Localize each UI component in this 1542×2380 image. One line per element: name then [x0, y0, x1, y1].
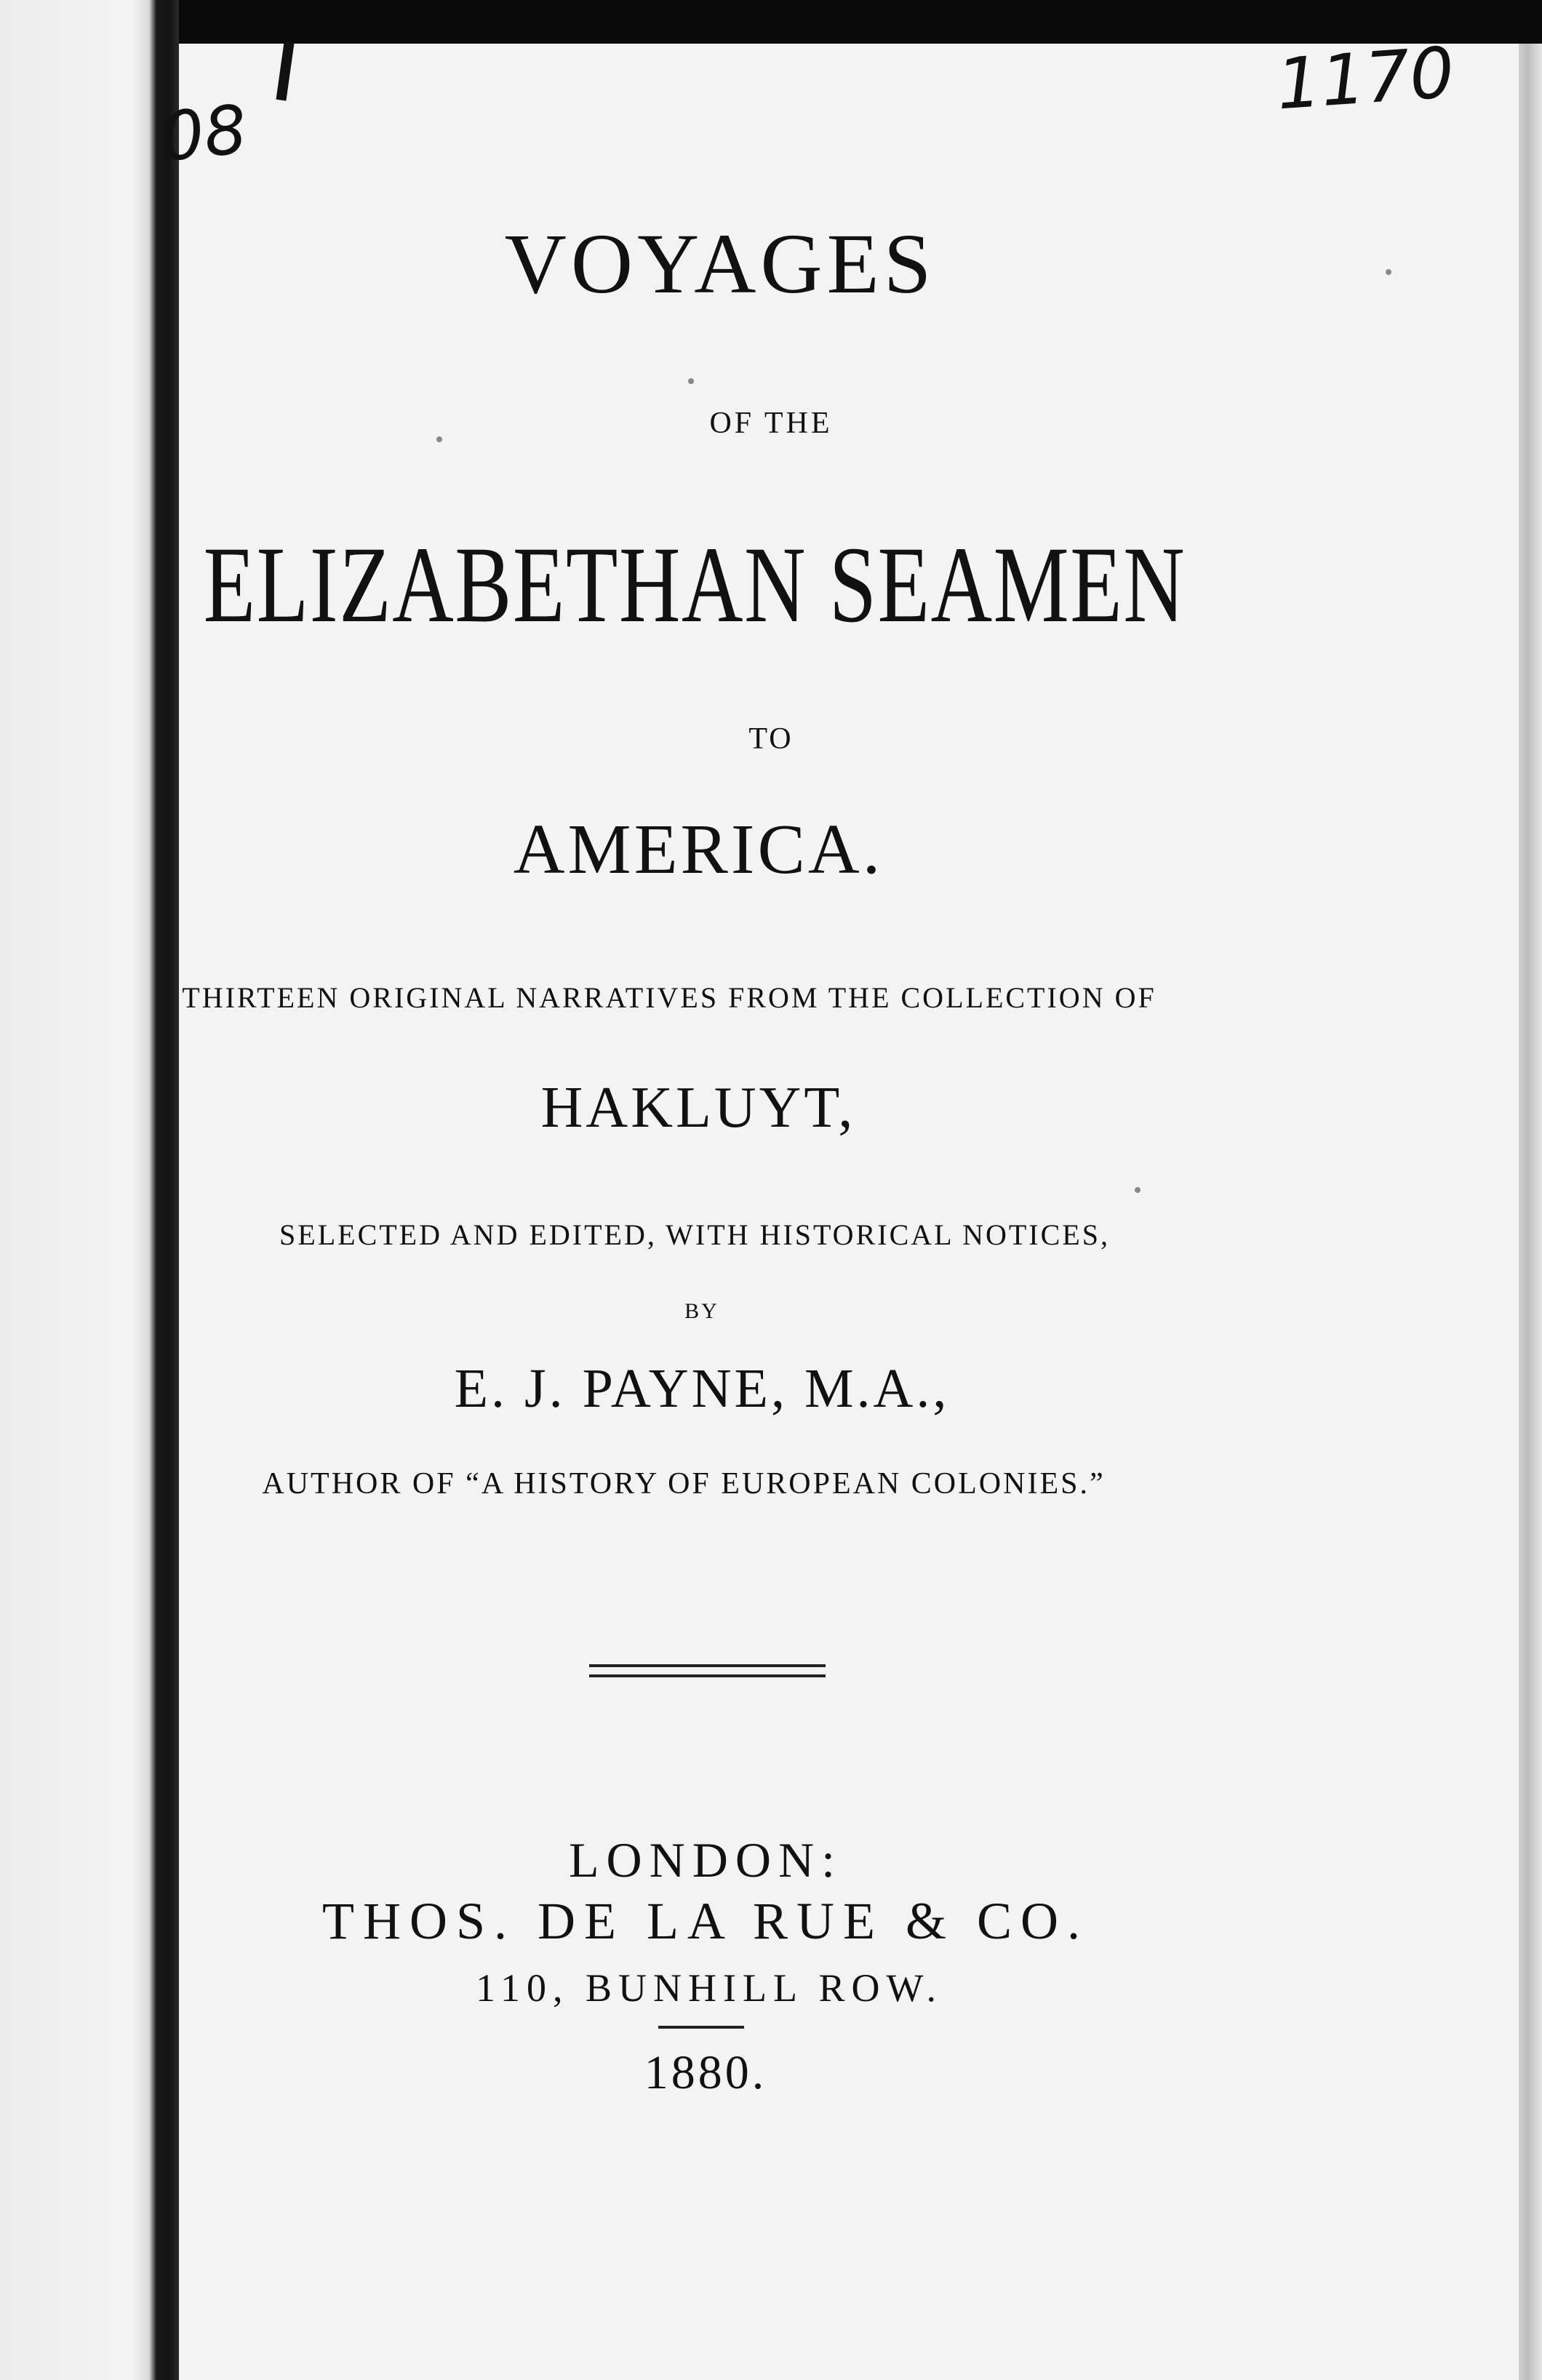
book-title: VOYAGES	[504, 216, 936, 311]
by-line: BY	[684, 1299, 719, 1323]
title-to: TO	[748, 722, 794, 756]
imprint-city: LONDON:	[569, 1832, 842, 1888]
title-place: AMERICA.	[513, 810, 884, 889]
title-connector: OF THE	[709, 407, 833, 440]
paper-speck	[1386, 269, 1391, 275]
scan-top-border	[179, 0, 1542, 44]
double-rule-top	[589, 1664, 826, 1667]
page-edge	[1519, 44, 1542, 2380]
imprint-rule	[658, 2026, 744, 2029]
paper-speck	[436, 436, 442, 442]
title-page	[179, 44, 1519, 2380]
subtitle: THIRTEEN ORIGINAL NARRATIVES FROM THE COLLECTION OF	[182, 981, 1156, 1014]
imprint-publisher: THOS. DE LA RUE & CO.	[321, 1892, 1090, 1950]
editorial-note: SELECTED AND EDITED, WITH HISTORICAL NOTICES,	[279, 1218, 1110, 1251]
paper-speck	[688, 378, 694, 384]
author-name: E. J. PAYNE, M.A.,	[454, 1358, 950, 1419]
handwritten-shelfmark-right: 1170	[1274, 31, 1457, 126]
paper-speck	[1135, 1187, 1140, 1193]
book-gutter	[0, 0, 179, 2380]
double-rule-bottom	[589, 1674, 826, 1677]
handwritten-shelfmark-left: 08	[157, 90, 251, 177]
source-name: HAKLUYT,	[540, 1076, 856, 1140]
imprint-address: 110, BUNHILL ROW.	[476, 1966, 943, 2010]
author-credit: AUTHOR OF “A HISTORY OF EUROPEAN COLONIES.”	[262, 1467, 1106, 1501]
title-subject: ELIZABETHAN SEAMEN	[203, 524, 1186, 645]
imprint-year: 1880.	[644, 2046, 767, 2099]
